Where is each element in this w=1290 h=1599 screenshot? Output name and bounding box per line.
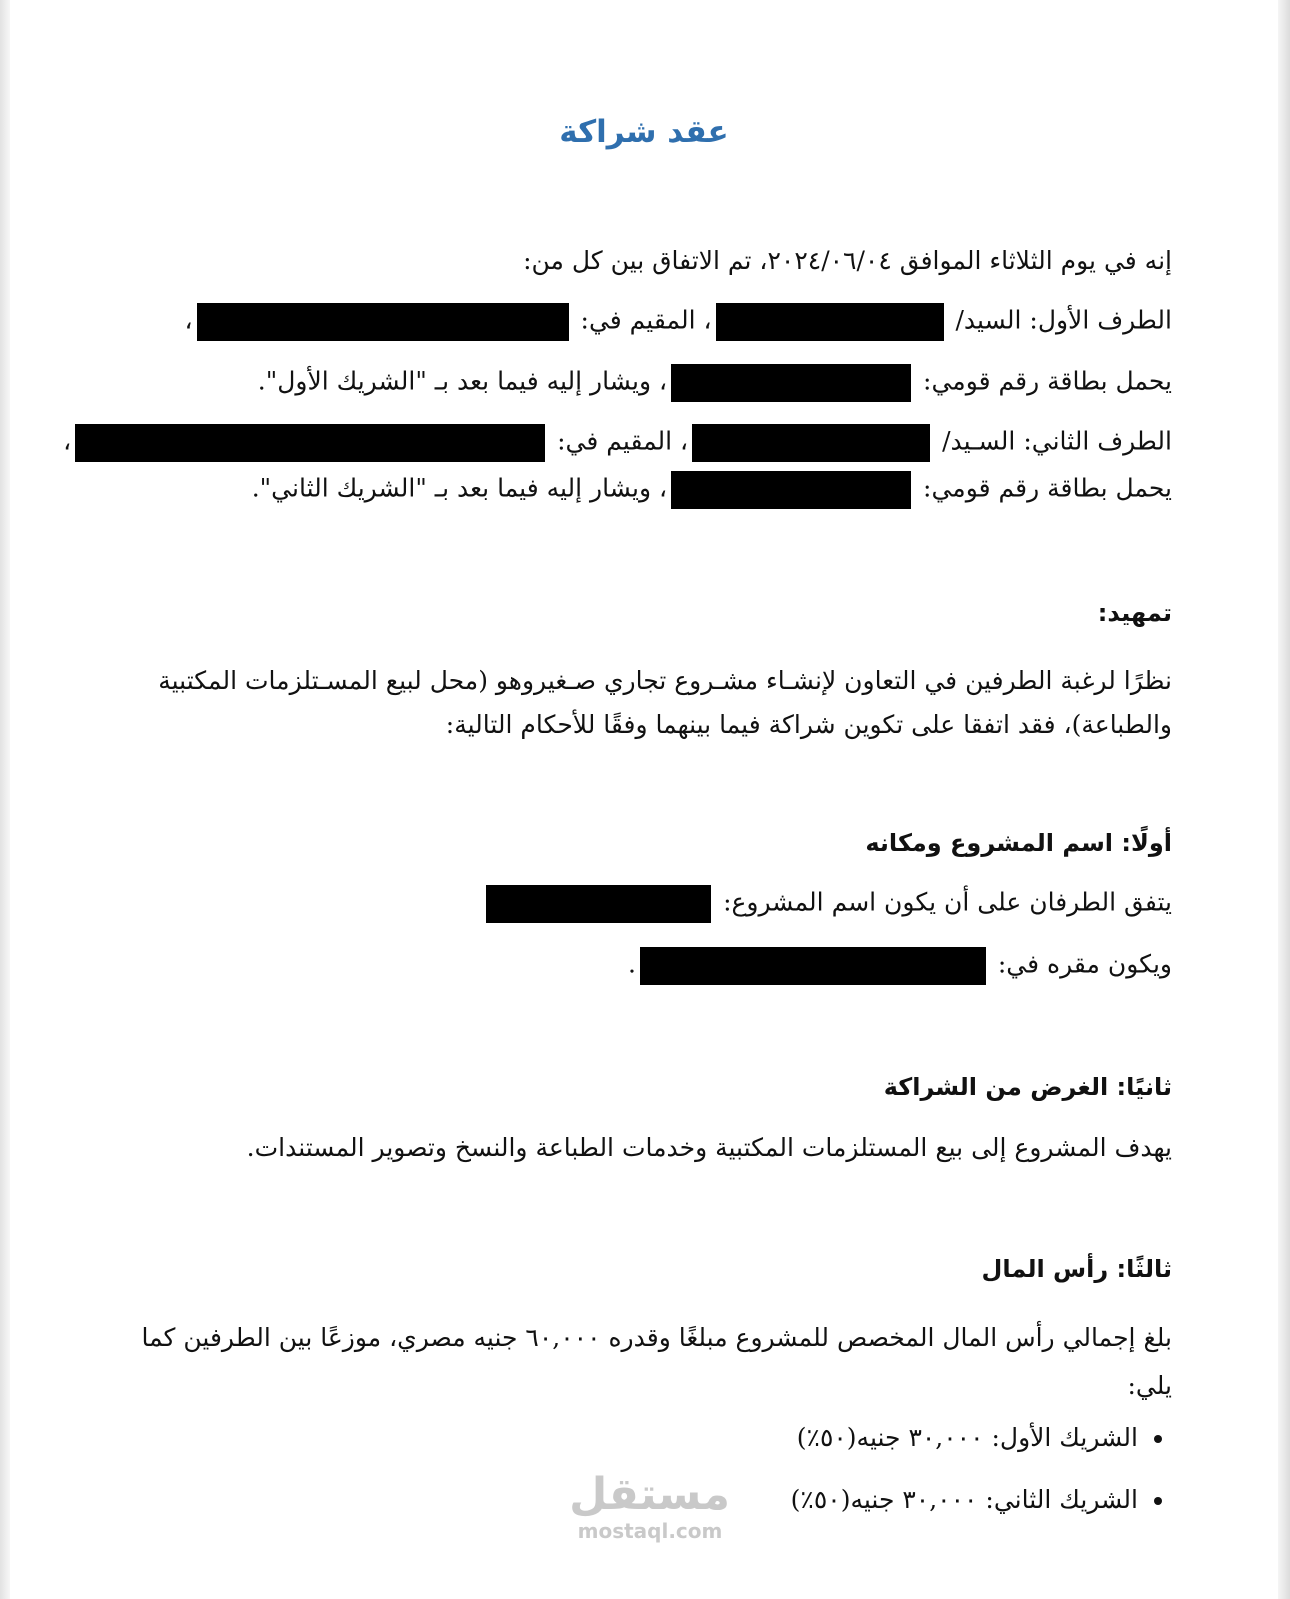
project-name-label: يتفق الطرفان على أن يكون اسم المشروع:	[723, 887, 1172, 917]
redacted-party1-name	[716, 303, 944, 341]
intro-line: إنه في يوم الثلاثاء الموافق ٢٠٢٤/٠٦/٠٤، تم الاتفاق بين كل من:	[523, 246, 1172, 275]
capital-item-partner1: الشريك الأول: ٣٠,٠٠٠ جنيه(٥٠٪)	[791, 1421, 1172, 1483]
redacted-party1-id	[671, 364, 911, 402]
party1-end: ،	[184, 305, 193, 335]
party1-label: الطرف الأول: السيد/	[955, 305, 1172, 335]
capital-list	[791, 1421, 1172, 1545]
party2-line	[63, 424, 1172, 462]
party1-line	[184, 303, 1172, 341]
document-page	[10, 0, 1278, 1599]
document-title: عقد شراكة	[559, 114, 729, 150]
section2-text: يهدف المشروع إلى بيع المستلزمات المكتبية وخدمات الطباعة والنسخ وتصوير المستندات.	[246, 1133, 1172, 1162]
party1-id-line	[258, 364, 1172, 402]
watermark-arabic: مستقل	[569, 1469, 730, 1520]
redacted-party2-address	[75, 424, 545, 462]
preamble-text: نظرًا لرغبة الطرفين في التعاون لإنشـاء مشـروع تجاري صـغيروهو (محل لبيع المسـتلزمات المكتبية والطباعة)، فقد اتفقا على تكوين شراكة فيما بينهما وفقًا للأحكام التالية:	[158, 666, 1172, 739]
mostaql-watermark-logo	[570, 1470, 730, 1542]
party2-id-line	[252, 471, 1172, 509]
party2-end: ،	[63, 426, 72, 456]
party2-id-label: يحمل بطاقة رقم قومي:	[923, 473, 1172, 503]
section2-heading: ثانيًا: الغرض من الشراكة	[883, 1073, 1172, 1101]
project-location-label: ويكون مقره في:	[997, 949, 1172, 979]
preamble-heading: تمهيد:	[1097, 599, 1172, 627]
section3-heading: ثالثًا: رأس المال	[981, 1255, 1172, 1283]
party1-resides-label: ، المقيم في:	[580, 305, 712, 335]
party1-id-label: يحمل بطاقة رقم قومي:	[923, 366, 1172, 396]
watermark-latin: mostaql.com	[577, 1519, 723, 1543]
redacted-party1-address	[197, 303, 569, 341]
party2-resides-label: ، المقيم في:	[557, 426, 689, 456]
party1-refer: ، ويشار إليه فيما بعد بـ "الشريك الأول".	[257, 366, 668, 396]
capital-item-partner2: الشريك الثاني: ٣٠,٠٠٠ جنيه(٥٠٪)	[791, 1483, 1172, 1545]
party2-refer: ، ويشار إليه فيما بعد بـ "الشريك الثاني".	[251, 473, 668, 503]
section3-text: بلغ إجمالي رأس المال المخصص للمشروع مبلغًا وقدره ٦٠,٠٠٠ جنيه مصري، موزعًا بين الطرفين كما يلي:	[141, 1323, 1172, 1400]
redacted-project-location	[640, 947, 986, 985]
project-name-line	[482, 885, 1172, 923]
redacted-party2-id	[671, 471, 911, 509]
section1-heading: أولًا: اسم المشروع ومكانه	[865, 829, 1172, 857]
project-location-end: .	[627, 949, 636, 979]
party2-label: الطرف الثاني: السـيد/	[942, 426, 1172, 456]
project-location-line	[628, 947, 1172, 985]
redacted-project-name	[486, 885, 711, 923]
page-edge-left	[0, 0, 10, 1599]
page-edge-right	[1278, 0, 1290, 1599]
redacted-party2-name	[692, 424, 930, 462]
